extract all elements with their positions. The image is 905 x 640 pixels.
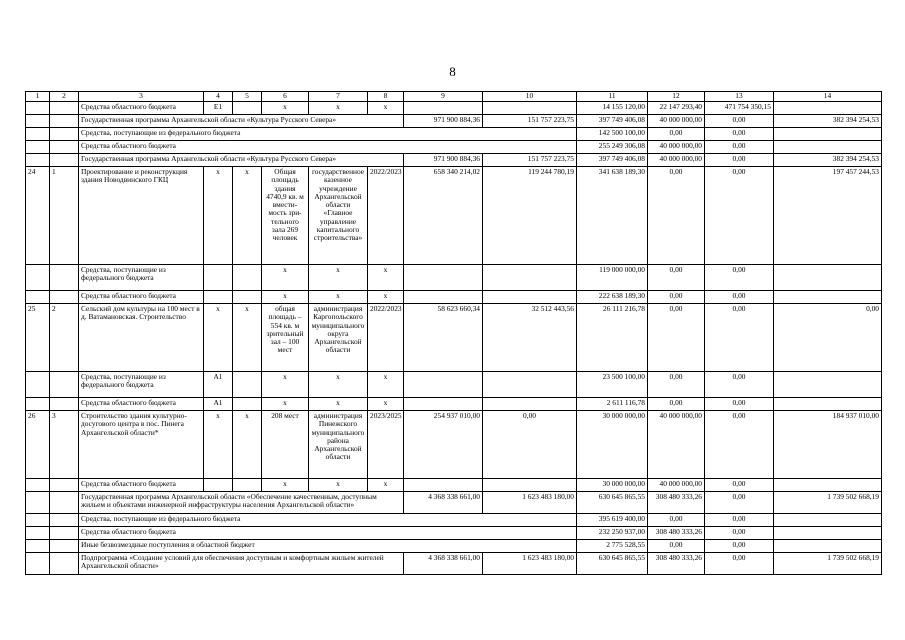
value-cell: 471 754 350,15 <box>705 102 774 115</box>
value-cell: 255 249 306,08 <box>577 141 648 154</box>
table-row <box>26 479 882 492</box>
project-name: Строительство здания культурно-досугового центра в пос. Пинега Архангельской области* <box>79 411 204 479</box>
row-label: Средства, поступающие из федерального бюджета <box>79 128 577 141</box>
value-cell: 1 739 502 668,19 <box>774 553 882 575</box>
row-number: 25 <box>26 304 50 372</box>
value-cell: 0,00 <box>648 372 705 398</box>
value-cell: 40 000 000,00 <box>648 154 705 167</box>
value-cell: 0,00 <box>705 154 774 167</box>
value-cell: 0,00 <box>705 514 774 527</box>
table-row <box>26 128 882 141</box>
value-cell: 197 457 244,53 <box>774 167 882 265</box>
value-cell: 0,00 <box>705 291 774 304</box>
value-cell: 142 500 100,00 <box>577 128 648 141</box>
value-cell: 658 340 214,02 <box>404 167 483 265</box>
value-cell: 184 937 010,00 <box>774 411 882 479</box>
project-code: Е1 <box>204 102 233 115</box>
value-cell: 0,00 <box>705 479 774 492</box>
value-cell: 30 000 000,00 <box>577 479 648 492</box>
column-number: 4 <box>204 92 233 102</box>
value-cell: 971 900 884,36 <box>404 154 483 167</box>
x-mark: х <box>204 304 233 372</box>
value-cell: 4 368 338 661,00 <box>404 492 483 514</box>
table-row <box>26 154 882 167</box>
value-cell: 2 775 528,55 <box>577 540 648 553</box>
value-cell: 0,00 <box>705 411 774 479</box>
value-cell: 0,00 <box>705 167 774 265</box>
value-cell: 23 500 100,00 <box>577 372 648 398</box>
value-cell: 971 900 884,36 <box>404 115 483 128</box>
x-mark: х <box>368 265 404 291</box>
project-name: Проектирование и реконструкция здания Новодвинского ГКЦ <box>79 167 204 265</box>
value-cell: 58 623 660,34 <box>404 304 483 372</box>
table-row <box>26 372 882 398</box>
value-cell: 382 394 254,53 <box>774 115 882 128</box>
x-mark: х <box>309 372 368 398</box>
value-cell: 397 749 406,08 <box>577 154 648 167</box>
value-cell: 341 638 189,30 <box>577 167 648 265</box>
value-cell: 32 512 443,56 <box>483 304 577 372</box>
value-cell: 0,00 <box>648 540 705 553</box>
project-period: 2022/2023 <box>368 304 404 372</box>
column-number: 5 <box>233 92 262 102</box>
value-cell: 308 480 333,26 <box>648 553 705 575</box>
row-number: 1 <box>50 167 79 265</box>
table-row <box>26 492 882 514</box>
project-capacity: 208 мест <box>262 411 309 479</box>
row-label: Средства областного бюджета <box>79 398 204 411</box>
value-cell: 254 937 010,00 <box>404 411 483 479</box>
x-mark: х <box>368 291 404 304</box>
column-number: 1 <box>26 92 50 102</box>
value-cell: 151 757 223,75 <box>483 115 577 128</box>
row-label: Средства, поступающие из федерального бюджета <box>79 265 204 291</box>
column-number: 13 <box>705 92 774 102</box>
value-cell: 0,00 <box>648 291 705 304</box>
project-capacity: общая площадь – 554 кв. м зрительный зал – 100 мест <box>262 304 309 372</box>
row-label: Средства, поступающие из федерального бюджета <box>79 372 204 398</box>
value-cell: 40 000 000,00 <box>648 411 705 479</box>
value-cell: 40 000 000,00 <box>648 115 705 128</box>
row-label: Средства областного бюджета <box>79 141 577 154</box>
table-row <box>26 167 882 265</box>
x-mark: х <box>233 167 262 265</box>
row-label: Средства, поступающие из федерального бюджета <box>79 514 577 527</box>
table-row <box>26 115 882 128</box>
table-row <box>26 540 882 553</box>
x-mark: х <box>204 167 233 265</box>
project-customer: государственное казенное учреждение Архангельской области «Главное управление капитального строительства» <box>309 167 368 265</box>
program-title: Государственная программа Архангельской области «Обеспечение качественным, доступным жильем и объектами инженерной инфраструктуры населения Архангельской области» <box>79 492 404 514</box>
value-cell: 397 749 406,08 <box>577 115 648 128</box>
row-label: Иные безвозмездные поступления в областной бюджет <box>79 540 577 553</box>
value-cell: 119 244 780,19 <box>483 167 577 265</box>
value-cell: 1 623 483 180,00 <box>483 553 577 575</box>
x-mark: х <box>309 102 368 115</box>
project-name: Сельский дом культуры на 100 мест в д. Ватамановская. Строительство <box>79 304 204 372</box>
value-cell: 22 147 293,40 <box>648 102 705 115</box>
x-mark: х <box>309 265 368 291</box>
budget-table <box>25 91 882 575</box>
column-number: 12 <box>648 92 705 102</box>
value-cell: 40 000 000,00 <box>648 141 705 154</box>
value-cell: 40 000 000,00 <box>648 479 705 492</box>
x-mark: х <box>309 398 368 411</box>
row-label: Средства областного бюджета <box>79 527 577 540</box>
value-cell: 0,00 <box>648 265 705 291</box>
project-period: 2023/2025 <box>368 411 404 479</box>
x-mark: х <box>262 372 309 398</box>
value-cell: 0,00 <box>705 115 774 128</box>
value-cell: 308 480 333,26 <box>648 492 705 514</box>
value-cell: 0,00 <box>705 527 774 540</box>
table-row <box>26 398 882 411</box>
table-row <box>26 411 882 479</box>
table-row <box>26 527 882 540</box>
value-cell: 222 638 189,30 <box>577 291 648 304</box>
x-mark: х <box>262 102 309 115</box>
value-cell: 119 000 000,00 <box>577 265 648 291</box>
value-cell: 0,00 <box>705 553 774 575</box>
project-period: 2022/2023 <box>368 167 404 265</box>
x-mark: х <box>233 411 262 479</box>
table-row <box>26 102 882 115</box>
column-number: 11 <box>577 92 648 102</box>
value-cell: 0,00 <box>648 167 705 265</box>
x-mark: х <box>262 479 309 492</box>
value-cell: 0,00 <box>774 304 882 372</box>
column-number: 10 <box>483 92 577 102</box>
table-row <box>26 291 882 304</box>
x-mark: х <box>262 265 309 291</box>
table-row <box>26 514 882 527</box>
value-cell: 1 739 502 668,19 <box>774 492 882 514</box>
table-row <box>26 304 882 372</box>
project-code: А1 <box>204 372 233 398</box>
project-code: А1 <box>204 398 233 411</box>
column-number: 3 <box>79 92 204 102</box>
value-cell: 0,00 <box>648 128 705 141</box>
row-label: Средства областного бюджета <box>79 291 204 304</box>
row-number: 3 <box>50 411 79 479</box>
x-mark: х <box>309 479 368 492</box>
value-cell: 0,00 <box>705 141 774 154</box>
value-cell: 0,00 <box>705 128 774 141</box>
value-cell: 0,00 <box>648 304 705 372</box>
column-number: 7 <box>309 92 368 102</box>
value-cell: 0,00 <box>648 398 705 411</box>
value-cell: 2 611 116,78 <box>577 398 648 411</box>
project-customer: администрация Каргопольского муниципального округа Архангельской области <box>309 304 368 372</box>
project-customer: администрация Пинежского муниципального района Архангельской области <box>309 411 368 479</box>
column-number-header-row <box>26 92 882 102</box>
value-cell: 0,00 <box>483 411 577 479</box>
value-cell: 26 111 216,78 <box>577 304 648 372</box>
x-mark: х <box>309 291 368 304</box>
value-cell: 0,00 <box>705 265 774 291</box>
table-row <box>26 553 882 575</box>
value-cell: 308 480 333,26 <box>648 527 705 540</box>
project-capacity: Общая площадь здания 4740,9 кв. м вмести-мость зри-тельного зала 269 человек <box>262 167 309 265</box>
column-number: 8 <box>368 92 404 102</box>
program-title: Государственная программа Архангельской области «Культура Русского Севера» <box>79 115 404 128</box>
x-mark: х <box>368 398 404 411</box>
value-cell: 0,00 <box>648 514 705 527</box>
table-row <box>26 265 882 291</box>
x-mark: х <box>233 304 262 372</box>
value-cell: 0,00 <box>705 492 774 514</box>
x-mark: х <box>204 411 233 479</box>
x-mark: х <box>262 398 309 411</box>
subprogram-title: Подпрограмма «Создание условий для обеспечения доступным и комфортным жильем жителей Архангельской области» <box>79 553 404 575</box>
value-cell: 4 368 338 661,00 <box>404 553 483 575</box>
row-number: 24 <box>26 167 50 265</box>
value-cell: 0,00 <box>705 540 774 553</box>
program-title: Государственная программа Архангельской области «Культура Русского Севера» <box>79 154 404 167</box>
x-mark: х <box>262 291 309 304</box>
value-cell: 1 623 483 180,00 <box>483 492 577 514</box>
column-number: 14 <box>774 92 882 102</box>
x-mark: х <box>368 479 404 492</box>
row-label: Средства областного бюджета <box>79 479 204 492</box>
value-cell: 232 250 937,00 <box>577 527 648 540</box>
value-cell: 395 619 400,00 <box>577 514 648 527</box>
value-cell: 630 645 865,55 <box>577 553 648 575</box>
value-cell: 30 000 000,00 <box>577 411 648 479</box>
column-number: 2 <box>50 92 79 102</box>
table-row <box>26 141 882 154</box>
column-number: 9 <box>404 92 483 102</box>
row-number: 26 <box>26 411 50 479</box>
x-mark: х <box>368 102 404 115</box>
row-number: 2 <box>50 304 79 372</box>
column-number: 6 <box>262 92 309 102</box>
row-label: Средства областного бюджета <box>79 102 204 115</box>
value-cell: 0,00 <box>705 304 774 372</box>
value-cell: 14 155 120,00 <box>577 102 648 115</box>
page-number: 8 <box>449 64 456 79</box>
value-cell: 630 645 865,55 <box>577 492 648 514</box>
x-mark: х <box>368 372 404 398</box>
value-cell: 382 394 254,53 <box>774 154 882 167</box>
value-cell: 0,00 <box>705 398 774 411</box>
value-cell: 151 757 223,75 <box>483 154 577 167</box>
value-cell: 0,00 <box>705 372 774 398</box>
